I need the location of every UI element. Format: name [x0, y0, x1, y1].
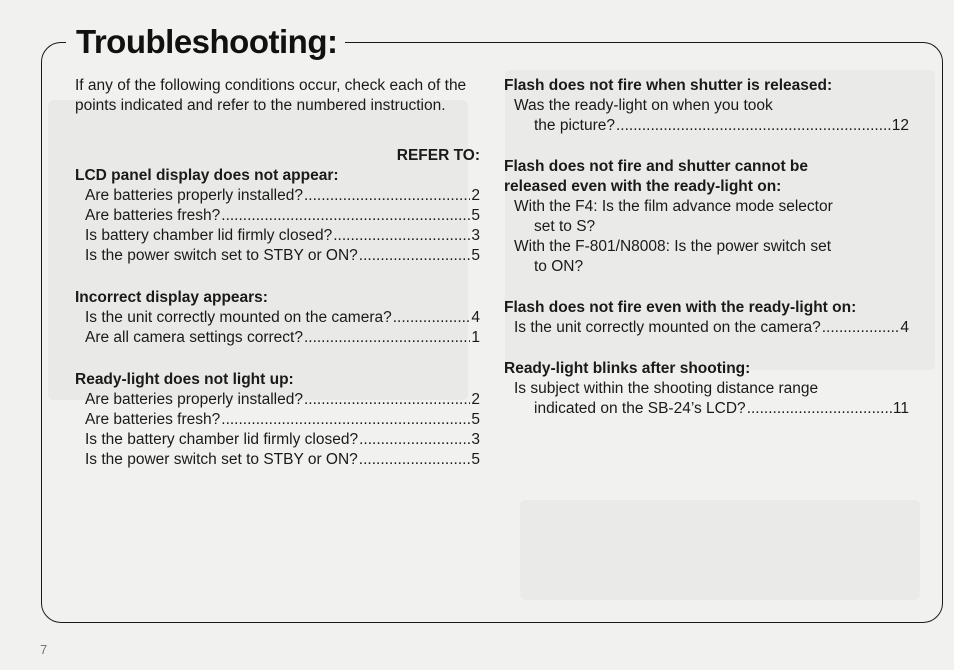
checklist-item: indicated on the SB-24’s LCD? ..... 11 [504, 399, 909, 419]
section-heading: Flash does not fire when shutter is released: [504, 77, 833, 94]
section-ready-blinks [504, 359, 909, 419]
checklist-item: Are batteries fresh? ..... 5 [75, 206, 480, 226]
section-heading: LCD panel display does not appear: [75, 167, 339, 184]
checklist-item: Is the power switch set to STBY or ON? ..... 5 [75, 246, 480, 266]
checklist-text: set to S? [534, 218, 596, 235]
checklist-text: With the F4: Is the film advance mode selector [514, 198, 833, 215]
checklist-item: Are batteries fresh? ..... 5 [75, 410, 480, 430]
checklist-text: Was the ready-light on when you took [514, 97, 773, 114]
checklist-item: Are all camera settings correct? ..... 1 [75, 328, 480, 348]
section-heading: Flash does not fire even with the ready-light on: [504, 299, 857, 316]
section-heading: Ready-light does not light up: [75, 371, 294, 388]
section-ready-light [75, 370, 480, 470]
checklist-item: Is the unit correctly mounted on the camera? ..... 4 [504, 318, 909, 338]
intro-text: If any of the following conditions occur, check each of the points indicated and refer to the numbered instruction. [75, 77, 467, 114]
refer-to-label: REFER TO: [396, 147, 480, 164]
checklist-item: Is battery chamber lid firmly closed? ..... 3 [75, 226, 480, 246]
section-heading-cont: released even with the ready-light on: [504, 178, 782, 195]
section-heading: Ready-light blinks after shooting: [504, 360, 751, 377]
section-flash-shutter [504, 157, 909, 277]
checklist-item: Are batteries properly installed? ..... 2 [75, 186, 480, 206]
section-flash-ready [504, 298, 909, 338]
checklist-item: Is the unit correctly mounted on the camera? ..... 4 [75, 308, 480, 328]
section-lcd-display [75, 166, 480, 266]
section-heading: Incorrect display appears: [75, 289, 268, 306]
checklist-item: Are batteries properly installed? ..... 2 [75, 390, 480, 410]
page-title: Troubleshooting: [66, 22, 345, 62]
right-column [504, 76, 909, 437]
section-incorrect-display [75, 288, 480, 348]
checklist-item: Is the battery chamber lid firmly closed? ..... 3 [75, 430, 480, 450]
left-column [75, 76, 480, 488]
section-heading: Flash does not fire and shutter cannot be [504, 158, 809, 175]
checklist-text: With the F-801/N8008: Is the power switch set [514, 238, 832, 255]
checklist-item: Is the power switch set to STBY or ON? ..... 5 [75, 450, 480, 470]
checklist-item: the picture? ..... 12 [504, 116, 909, 136]
page-number: 7 [40, 642, 48, 657]
section-flash-no-fire [504, 76, 909, 136]
checklist-text: to ON? [534, 258, 584, 275]
checklist-text: Is subject within the shooting distance range [514, 380, 819, 397]
